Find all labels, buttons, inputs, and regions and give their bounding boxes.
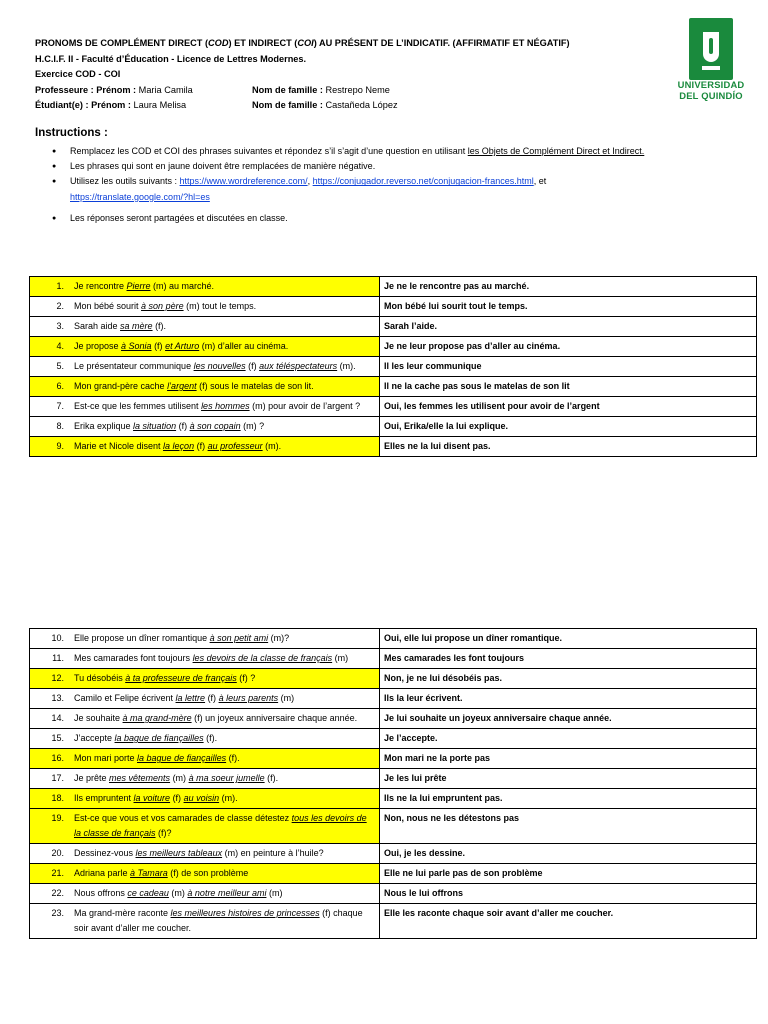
question-cell bbox=[30, 669, 380, 689]
table-row bbox=[30, 749, 757, 769]
question-cell bbox=[30, 437, 380, 457]
question-cell bbox=[30, 729, 380, 749]
question-text bbox=[74, 339, 375, 354]
table-row bbox=[30, 809, 757, 844]
question-text bbox=[74, 399, 375, 414]
question-text bbox=[74, 751, 375, 766]
question-fragment: Est-ce que les femmes utilisent bbox=[74, 401, 202, 411]
question-fragment: (m) bbox=[168, 888, 188, 898]
table-row bbox=[30, 864, 757, 884]
university-logo bbox=[676, 18, 746, 101]
university-shield-icon bbox=[689, 18, 733, 80]
exercise-line: Exercice COD - COI bbox=[35, 69, 121, 79]
question-cell bbox=[30, 357, 380, 377]
complement-phrase: ce cadeau bbox=[127, 888, 169, 898]
question-fragment: Je rencontre bbox=[74, 281, 127, 291]
question-text bbox=[74, 319, 375, 334]
question-fragment: (f) bbox=[194, 441, 208, 451]
table-row bbox=[30, 629, 757, 649]
question-number: 7. bbox=[56, 401, 64, 411]
question-fragment: Marie et Nicole disent bbox=[74, 441, 164, 451]
question-number: 9. bbox=[56, 441, 64, 451]
question-fragment: (f)? bbox=[155, 828, 172, 838]
answer-cell[interactable]: Il ne la cache pas sous le matelas de son lit bbox=[380, 377, 757, 397]
question-fragment: Je souhaite bbox=[74, 713, 123, 723]
table-row bbox=[30, 357, 757, 377]
document-title: PRONOMS DE COMPLÉMENT DIRECT (COD) ET INDIRECT (COI) AU PRÉSENT DE L’INDICATIF. (AFFIRMATIF ET NÉGATIF) bbox=[35, 38, 570, 48]
table-row bbox=[30, 789, 757, 809]
answer-cell[interactable]: Ils la leur écrivent. bbox=[380, 689, 757, 709]
table-row bbox=[30, 377, 757, 397]
question-number: 17. bbox=[51, 773, 64, 783]
complement-phrase: Pierre bbox=[126, 281, 151, 291]
answer-cell[interactable]: Non, je ne lui désobéis pas. bbox=[380, 669, 757, 689]
question-text bbox=[74, 771, 375, 786]
question-fragment: (m) ? bbox=[240, 421, 265, 431]
question-fragment: (m) d’aller au cinéma. bbox=[199, 341, 289, 351]
complement-phrase: à ma grand-mère bbox=[122, 713, 192, 723]
question-fragment: Mes camarades font toujours bbox=[74, 653, 193, 663]
question-number: 12. bbox=[51, 673, 64, 683]
question-fragment: (f). bbox=[264, 773, 279, 783]
complement-phrase: les meilleurs tableaux bbox=[135, 848, 223, 858]
answer-cell[interactable]: Je les lui prête bbox=[380, 769, 757, 789]
question-number: 16. bbox=[51, 753, 64, 763]
question-text bbox=[74, 631, 375, 646]
complement-phrase: au voisin bbox=[183, 793, 220, 803]
table-row bbox=[30, 844, 757, 864]
question-number: 18. bbox=[51, 793, 64, 803]
question-text bbox=[74, 731, 375, 746]
complement-phrase: la situation bbox=[133, 421, 177, 431]
question-cell bbox=[30, 277, 380, 297]
question-cell bbox=[30, 864, 380, 884]
question-text bbox=[74, 791, 375, 806]
question-number: 22. bbox=[51, 888, 64, 898]
question-text bbox=[74, 379, 375, 394]
question-number: 4. bbox=[56, 341, 64, 351]
question-fragment: (m) bbox=[278, 693, 295, 703]
table-row bbox=[30, 397, 757, 417]
instruction-item: ● Les réponses seront partagées et discutées en classe. bbox=[50, 211, 710, 226]
question-text bbox=[74, 906, 375, 936]
question-fragment: (f) bbox=[151, 341, 166, 351]
link-reverso[interactable]: https://conjugador.reverso.net/conjugacion-frances.html bbox=[312, 176, 534, 187]
table-row bbox=[30, 884, 757, 904]
answer-cell[interactable]: Oui, je les dessine. bbox=[380, 844, 757, 864]
table-row bbox=[30, 437, 757, 457]
link-google-translate[interactable]: https://translate.google.com/?hl=es bbox=[70, 191, 210, 202]
question-text bbox=[74, 846, 375, 861]
question-fragment: Je prête bbox=[74, 773, 110, 783]
complement-phrase: les meilleures histoires de princesses bbox=[170, 908, 320, 918]
question-fragment: (m). bbox=[262, 441, 282, 451]
complement-phrase: à son petit ami bbox=[209, 633, 269, 643]
question-fragment: Nous offrons bbox=[74, 888, 128, 898]
question-fragment: Camilo et Felipe écrivent bbox=[74, 693, 176, 703]
complement-phrase: à son père bbox=[141, 301, 184, 311]
question-text bbox=[74, 671, 375, 686]
table-row bbox=[30, 669, 757, 689]
table-row bbox=[30, 689, 757, 709]
question-fragment: (m) pour avoir de l’argent ? bbox=[249, 401, 361, 411]
answer-cell[interactable]: Mon mari ne la porte pas bbox=[380, 749, 757, 769]
question-text bbox=[74, 439, 375, 454]
question-fragment: (f) ? bbox=[236, 673, 256, 683]
question-cell bbox=[30, 629, 380, 649]
question-cell bbox=[30, 689, 380, 709]
question-cell bbox=[30, 417, 380, 437]
logo-line-2: DEL QUINDÍO bbox=[679, 89, 743, 101]
logo-line-1: UNIVERSIDAD bbox=[677, 79, 745, 90]
question-cell bbox=[30, 809, 380, 844]
answer-cell[interactable]: Je lui souhaite un joyeux anniversaire chaque année. bbox=[380, 709, 757, 729]
question-number: 1. bbox=[56, 281, 64, 291]
question-fragment: (m)? bbox=[268, 633, 290, 643]
complement-phrase: la bague de fiançailles bbox=[114, 733, 204, 743]
instruction-item: ● Les phrases qui sont en jaune doivent être remplacées de manière négative. bbox=[50, 159, 710, 174]
question-fragment: (f) de son problème bbox=[167, 868, 249, 878]
complement-phrase: et Arturo bbox=[165, 341, 200, 351]
instruction-item: ● Utilisez les outils suivants : https://www.wordreference.com/, https://conjugador.reverso.net/conjugacion-frances.html, et https://translate.google.com/?hl=es bbox=[50, 174, 710, 204]
complement-phrase: au professeur bbox=[207, 441, 263, 451]
question-number: 21. bbox=[51, 868, 64, 878]
question-number: 20. bbox=[51, 848, 64, 858]
question-fragment: Sarah aide bbox=[74, 321, 121, 331]
document-header bbox=[35, 36, 675, 114]
question-fragment: (m) bbox=[332, 653, 349, 663]
complement-phrase: à leurs parents bbox=[218, 693, 279, 703]
question-number: 19. bbox=[51, 813, 64, 823]
question-fragment: (m) en peinture à l’huile? bbox=[222, 848, 324, 858]
question-text bbox=[74, 651, 375, 666]
complement-phrase: aux téléspectateurs bbox=[259, 361, 338, 371]
question-fragment: Ils empruntent bbox=[74, 793, 134, 803]
answer-cell[interactable]: Non, nous ne les détestons pas bbox=[380, 809, 757, 844]
question-fragment: (f) bbox=[205, 693, 219, 703]
question-fragment: Mon grand-père cache bbox=[74, 381, 168, 391]
exercise-table-1 bbox=[29, 276, 757, 457]
question-cell bbox=[30, 397, 380, 417]
question-cell bbox=[30, 337, 380, 357]
question-fragment: (f). bbox=[226, 753, 240, 763]
answer-cell[interactable]: Nous le lui offrons bbox=[380, 884, 757, 904]
table-row bbox=[30, 709, 757, 729]
question-fragment: (m). bbox=[219, 793, 238, 803]
question-number: 15. bbox=[51, 733, 64, 743]
question-fragment: Tu désobéis bbox=[74, 673, 126, 683]
question-text bbox=[74, 279, 375, 294]
question-fragment: Mon mari porte bbox=[74, 753, 138, 763]
question-fragment: (m) tout le temps. bbox=[183, 301, 257, 311]
question-text bbox=[74, 691, 375, 706]
complement-phrase: à son copain bbox=[189, 421, 241, 431]
table-row bbox=[30, 337, 757, 357]
question-cell bbox=[30, 789, 380, 809]
student-line: Étudiant(e) : Prénom : Laura Melisa Nom de famille : Castañeda López bbox=[35, 100, 398, 110]
answer-cell[interactable]: Mon bébé lui sourit tout le temps. bbox=[380, 297, 757, 317]
instructions-list bbox=[50, 144, 710, 226]
question-cell bbox=[30, 709, 380, 729]
link-wordreference[interactable]: https://www.wordreference.com/ bbox=[179, 176, 308, 187]
question-text bbox=[74, 811, 375, 841]
complement-phrase: la lettre bbox=[175, 693, 206, 703]
question-number: 13. bbox=[51, 693, 64, 703]
question-fragment: (f) chaque soir avant d’aller me coucher. bbox=[74, 908, 363, 933]
complement-phrase: mes vêtements bbox=[109, 773, 171, 783]
complement-phrase: l’argent bbox=[167, 381, 197, 391]
question-cell bbox=[30, 844, 380, 864]
complement-phrase: la leçon bbox=[163, 441, 195, 451]
question-cell bbox=[30, 317, 380, 337]
answer-cell[interactable]: Je ne le rencontre pas au marché. bbox=[380, 277, 757, 297]
complement-phrase: la voiture bbox=[133, 793, 171, 803]
complement-phrase: à Sonia bbox=[121, 341, 152, 351]
question-fragment: J’accepte bbox=[74, 733, 115, 743]
question-cell bbox=[30, 749, 380, 769]
complement-phrase: à ma soeur jumelle bbox=[188, 773, 265, 783]
question-fragment: Le présentateur communique bbox=[74, 361, 194, 371]
question-fragment: (f). bbox=[152, 321, 167, 331]
question-text bbox=[74, 886, 375, 901]
complement-phrase: tous les devoirs de la classe de français bbox=[74, 813, 367, 838]
question-cell bbox=[30, 377, 380, 397]
question-number: 6. bbox=[56, 381, 64, 391]
answer-cell[interactable]: Elles ne la lui disent pas. bbox=[380, 437, 757, 457]
question-fragment: (m) au marché. bbox=[150, 281, 215, 291]
complement-phrase: sa mère bbox=[120, 321, 153, 331]
table-row bbox=[30, 769, 757, 789]
question-number: 2. bbox=[56, 301, 64, 311]
question-fragment: (f) bbox=[176, 421, 190, 431]
question-number: 14. bbox=[51, 713, 64, 723]
question-number: 23. bbox=[51, 908, 64, 918]
instruction-item: ● Remplacez les COD et COI des phrases suivantes et répondez s’il s’agit d’une question en utilisant les Objets de Complément Direct et Indirect. bbox=[50, 144, 710, 159]
question-cell bbox=[30, 297, 380, 317]
question-fragment: (f) bbox=[170, 793, 184, 803]
table-row bbox=[30, 729, 757, 749]
answer-cell[interactable]: Mes camarades les font toujours bbox=[380, 649, 757, 669]
question-text bbox=[74, 711, 375, 726]
exercise-table-2 bbox=[29, 628, 757, 939]
question-fragment: (f) sous le matelas de son lit. bbox=[196, 381, 314, 391]
answer-cell[interactable]: Sarah l’aide. bbox=[380, 317, 757, 337]
question-number: 3. bbox=[56, 321, 64, 331]
table-row bbox=[30, 649, 757, 669]
answer-cell[interactable]: Je l’accepte. bbox=[380, 729, 757, 749]
answer-cell[interactable]: Ils ne la lui empruntent pas. bbox=[380, 789, 757, 809]
question-cell bbox=[30, 884, 380, 904]
answer-cell[interactable]: Oui, Erika/elle la lui explique. bbox=[380, 417, 757, 437]
question-cell bbox=[30, 904, 380, 939]
answer-cell[interactable]: Oui, les femmes les utilisent pour avoir de l’argent bbox=[380, 397, 757, 417]
question-fragment: Ma grand-mère raconte bbox=[74, 908, 171, 918]
table-row bbox=[30, 297, 757, 317]
answer-cell[interactable]: Oui, elle lui propose un dîner romantique. bbox=[380, 629, 757, 649]
question-fragment: Mon bébé sourit bbox=[74, 301, 142, 311]
question-text bbox=[74, 866, 375, 881]
question-fragment: (m) bbox=[266, 888, 283, 898]
question-text bbox=[74, 299, 375, 314]
teacher-line: Professeure : Prénom : Maria Camila Nom de famille : Restrepo Neme bbox=[35, 84, 390, 95]
complement-phrase: les hommes bbox=[201, 401, 250, 411]
question-cell bbox=[30, 649, 380, 669]
question-text bbox=[74, 419, 375, 434]
table-row bbox=[30, 277, 757, 297]
question-fragment: Je propose bbox=[74, 341, 122, 351]
instructions-title: Instructions : bbox=[35, 127, 108, 139]
question-number: 5. bbox=[56, 361, 64, 371]
question-fragment: (m). bbox=[337, 361, 356, 371]
question-fragment: Adriana parle bbox=[74, 868, 131, 878]
complement-phrase: les nouvelles bbox=[193, 361, 246, 371]
question-fragment: Elle propose un dîner romantique bbox=[74, 633, 210, 643]
question-fragment: Est-ce que vous et vos camarades de classe détestez bbox=[74, 813, 292, 823]
question-number: 8. bbox=[56, 421, 64, 431]
complement-phrase: les devoirs de la classe de français bbox=[192, 653, 333, 663]
table-row bbox=[30, 417, 757, 437]
complement-phrase: la bague de fiançailles bbox=[137, 753, 227, 763]
answer-cell[interactable]: Je ne leur propose pas d’aller au cinéma. bbox=[380, 337, 757, 357]
question-fragment: Dessinez-vous bbox=[74, 848, 136, 858]
question-number: 11. bbox=[52, 653, 64, 663]
question-fragment: (m) bbox=[170, 773, 189, 783]
answer-cell[interactable]: Elle les raconte chaque soir avant d’aller me coucher. bbox=[380, 904, 757, 939]
answer-cell[interactable]: Elle ne lui parle pas de son problème bbox=[380, 864, 757, 884]
course-line: H.C.I.F. II - Faculté d’Éducation - Licence de Lettres Modernes. bbox=[35, 53, 307, 64]
question-fragment: (f) un joyeux anniversaire chaque année. bbox=[191, 713, 358, 723]
question-number: 10. bbox=[51, 633, 64, 643]
answer-cell[interactable]: Il les leur communique bbox=[380, 357, 757, 377]
table-row bbox=[30, 317, 757, 337]
question-fragment: (f) bbox=[245, 361, 260, 371]
complement-phrase: à notre meilleur ami bbox=[187, 888, 267, 898]
question-cell bbox=[30, 769, 380, 789]
question-fragment: (f). bbox=[203, 733, 218, 743]
question-text bbox=[74, 359, 375, 374]
complement-phrase: à Tamara bbox=[130, 868, 168, 878]
table-row bbox=[30, 904, 757, 939]
complement-phrase: à ta professeure de français bbox=[125, 673, 237, 683]
question-fragment: Erika explique bbox=[74, 421, 134, 431]
